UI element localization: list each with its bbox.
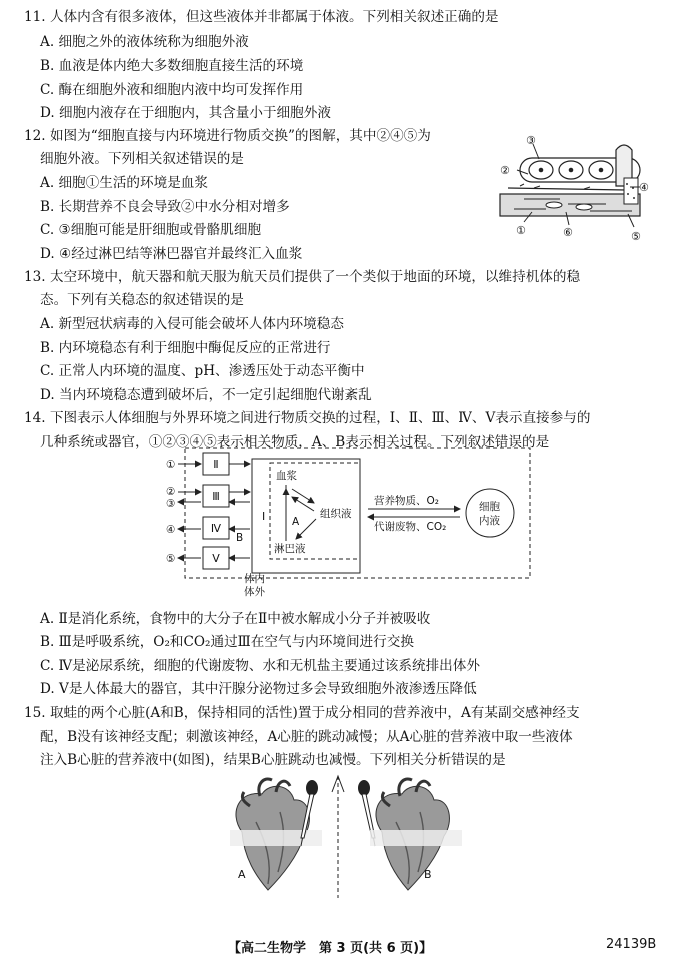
q11-option-a: A. 细胞之外的液体统称为细胞外液 [40,34,249,50]
q14-substance-3: ③ [166,498,176,510]
q14-plasma: 血浆 [276,470,297,482]
q12-label-5: ⑤ [631,230,641,243]
q12-option-d: D. ④经过淋巴结等淋巴器官并最终汇入血浆 [40,246,303,262]
q14-option-c: C. Ⅳ是泌尿系统，细胞的代谢废物、水和无机盐主要通过该系统排出体外 [40,658,480,674]
q12-label-4: ④ [639,181,649,194]
q12-label-6: ⑥ [563,226,573,239]
q14-lymph: 淋巴液 [274,543,306,555]
q12-stem-1: 12. 如图为“细胞直接与内环境进行物质交换”的图解，其中②④⑤为 [24,128,431,144]
q14-inside: 体内 [244,573,265,585]
q15-label-b: B [424,868,432,881]
q15-stem-3: 注入B心脏的营养液中(如图)，结果B心脏跳动也减慢。下列相关分析错误的是 [40,752,506,768]
q14-organ-1: Ⅰ [262,510,266,523]
q14-exchange-diagram [156,445,538,597]
q13-option-a: A. 新型冠状病毒的入侵可能会破坏人体内环境稳态 [40,316,344,332]
q14-cell-fluid-1: 细胞 [479,501,500,513]
q14-stem-1: 14. 下图表示人体细胞与外界环境之间进行物质交换的过程，Ⅰ、Ⅱ、Ⅲ、Ⅳ、Ⅴ表示直接参与的 [24,410,591,426]
q14-substance-5: ⑤ [166,553,176,565]
q14-option-a: A. Ⅱ是消化系统，食物中的大分子在Ⅱ中被水解成小分子并被吸收 [40,611,431,627]
q14-option-d: D. Ⅴ是人体最大的器官，其中汗腺分泌物过多会导致细胞外液渗透压降低 [40,681,477,697]
q12-option-a: A. 细胞①生活的环境是血浆 [40,175,208,191]
q15-stem-2: 配，B没有该神经支配；刺激该神经，A心脏的跳动减慢；从A心脏的营养液中取一些液体 [40,729,573,745]
footer-page-info: 【高二生物学 第 3 页(共 6 页)】 [228,941,433,956]
q14-substance-1: ① [166,459,176,471]
heart-b [370,779,462,890]
q14-organ-5: Ⅴ [212,552,220,565]
footer-exam-code: 24139B [606,937,657,952]
q14-stem-2: 几种系统或器官，①②③④⑤表示相关物质，A、B表示相关过程。下列叙述错误的是 [40,434,550,450]
q13-option-b: B. 内环境稳态有利于细胞中酶促反应的正常进行 [40,340,331,356]
q14-substance-4: ④ [166,524,176,536]
q15-stem-1: 15. 取蛙的两个心脏(A和B，保持相同的活性)置于成分相同的营养液中，A有某副交感神经支 [24,705,580,721]
q14-option-b: B. Ⅲ是呼吸系统，O₂和CO₂通过Ⅲ在空气与内环境间进行交换 [40,634,414,650]
q11-option-d: D. 细胞内液存在于细胞内，其含量小于细胞外液 [40,105,331,121]
q11-option-c: C. 酶在细胞外液和细胞内液中均可发挥作用 [40,82,304,98]
q14-tissue-fluid: 组织液 [320,508,352,520]
q14-organ-2: Ⅱ [213,458,219,471]
q12-stem-2: 细胞外液。下列相关叙述错误的是 [40,151,244,167]
q13-option-c: C. 正常人内环境的温度、pH、渗透压处于动态平衡中 [40,363,365,379]
q12-tissue-diagram [494,132,654,244]
q14-cell-fluid-2: 内液 [479,515,500,527]
q11-option-b: B. 血液是体内绝大多数细胞直接生活的环境 [40,58,304,74]
q14-organ-4: Ⅳ [210,522,222,535]
q12-option-b: B. 长期营养不良会导致②中水分相对增多 [40,199,290,215]
q15-label-a: A [238,868,246,881]
q11-stem: 11. 人体内含有很多液体，但这些液体并非都属于体液。下列相关叙述正确的是 [24,9,499,25]
q12-option-c: C. ③细胞可能是肝细胞或骨骼肌细胞 [40,222,262,238]
q12-label-3: ③ [526,134,536,147]
q14-outside: 体外 [244,586,265,597]
q12-label-1: ① [516,224,526,237]
q15-heart-figure [220,772,464,908]
q14-process-a: A [292,516,300,528]
q14-arrow-top: 营养物质、O₂ [374,495,439,507]
q13-option-d: D. 当内环境稳态遭到破坏后，不一定引起细胞代谢紊乱 [40,387,372,403]
q14-arrow-bottom: 代谢废物、CO₂ [374,521,447,533]
q13-stem-1: 13. 太空环境中，航天器和航天服为航天员们提供了一个类似于地面的环境，以维持机体的稳 [24,269,581,285]
q14-organ-3: Ⅲ [212,490,220,503]
q12-label-2: ② [500,164,510,177]
q14-process-b: B [236,532,244,544]
q13-stem-2: 态。下列有关稳态的叙述错误的是 [40,292,244,308]
q14-substance-2: ② [166,486,176,498]
